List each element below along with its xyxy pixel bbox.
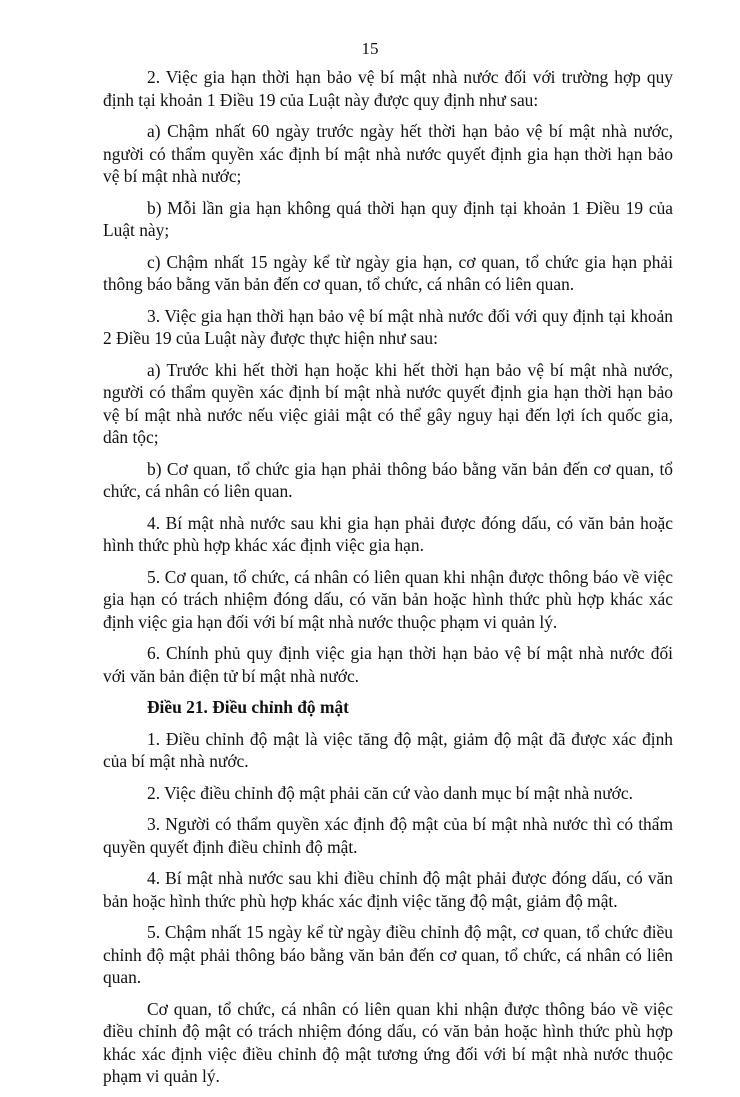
article-21-clause-5-continuation: Cơ quan, tổ chức, cá nhân có liên quan khi nhận được thông báo về việc điều chỉnh độ mật có trách nhiệm đóng dấu, có văn bản hoặc hình thức phù hợp khác xác định việc điều chỉnh độ mật tương ứng đối với bí mật nhà nước thuộc phạm vi quản lý.	[103, 998, 673, 1086]
document-body	[103, 66, 673, 1097]
paragraph-2a: a) Chậm nhất 60 ngày trước ngày hết thời hạn bảo vệ bí mật nhà nước, người có thẩm quyền xác định bí mật nhà nước quyết định gia hạn thời hạn bảo vệ bí mật nhà nước;	[103, 121, 673, 186]
article-21-clause-2: 2. Việc điều chỉnh độ mật phải căn cứ vào danh mục bí mật nhà nước.	[147, 782, 633, 803]
article-21-clause-5: 5. Chậm nhất 15 ngày kể từ ngày điều chỉnh độ mật, cơ quan, tổ chức điều chỉnh độ mật phải thông báo bằng văn bản đến cơ quan, tổ chức, cá nhân có liên quan.	[103, 922, 673, 987]
article-21-heading: Điều 21. Điều chỉnh độ mật	[147, 697, 349, 717]
paragraph-3b: b) Cơ quan, tổ chức gia hạn phải thông báo bằng văn bản đến cơ quan, tổ chức, cá nhân có liên quan.	[103, 458, 673, 501]
paragraph-3a: a) Trước khi hết thời hạn hoặc khi hết thời hạn bảo vệ bí mật nhà nước, người có thẩm quyền xác định bí mật nhà nước quyết định gia hạn thời hạn bảo vệ bí mật nhà nước nếu việc giải mật có thể gây nguy hại đến lợi ích quốc gia, dân tộc;	[103, 359, 673, 447]
paragraph-2b: b) Mỗi lần gia hạn không quá thời hạn quy định tại khoản 1 Điều 19 của Luật này;	[103, 197, 673, 240]
article-21-clause-4: 4. Bí mật nhà nước sau khi điều chỉnh độ mật phải được đóng dấu, có văn bản hoặc hình thức phù hợp khác xác định việc tăng độ mật, giảm độ mật.	[103, 868, 673, 911]
page-number: 15	[361, 39, 379, 58]
paragraph-6: 6. Chính phủ quy định việc gia hạn thời hạn bảo vệ bí mật nhà nước đối với văn bản điện tử bí mật nhà nước.	[103, 643, 673, 686]
article-21-clause-1: 1. Điều chỉnh độ mật là việc tăng độ mật, giảm độ mật đã được xác định của bí mật nhà nước.	[103, 728, 673, 771]
paragraph-4: 4. Bí mật nhà nước sau khi gia hạn phải được đóng dấu, có văn bản hoặc hình thức phù hợp khác xác định việc gia hạn.	[103, 512, 673, 555]
paragraph-2: 2. Việc gia hạn thời hạn bảo vệ bí mật nhà nước đối với trường hợp quy định tại khoản 1 Điều 19 của Luật này được quy định như sau:	[103, 67, 673, 110]
paragraph-5: 5. Cơ quan, tổ chức, cá nhân có liên quan khi nhận được thông báo về việc gia hạn có trách nhiệm đóng dấu, có văn bản hoặc hình thức phù hợp khác xác định việc gia hạn đối với bí mật nhà nước thuộc phạm vi quản lý.	[103, 566, 673, 632]
paragraph-3: 3. Việc gia hạn thời hạn bảo vệ bí mật nhà nước đối với quy định tại khoản 2 Điều 19 của Luật này được thực hiện như sau:	[103, 305, 673, 348]
paragraph-2c: c) Chậm nhất 15 ngày kể từ ngày gia hạn, cơ quan, tổ chức gia hạn phải thông báo bằng văn bản đến cơ quan, tổ chức, cá nhân có liên quan.	[103, 251, 673, 294]
article-21-clause-3: 3. Người có thẩm quyền xác định độ mật của bí mật nhà nước thì có thẩm quyền quyết định điều chỉnh độ mật.	[103, 814, 673, 857]
